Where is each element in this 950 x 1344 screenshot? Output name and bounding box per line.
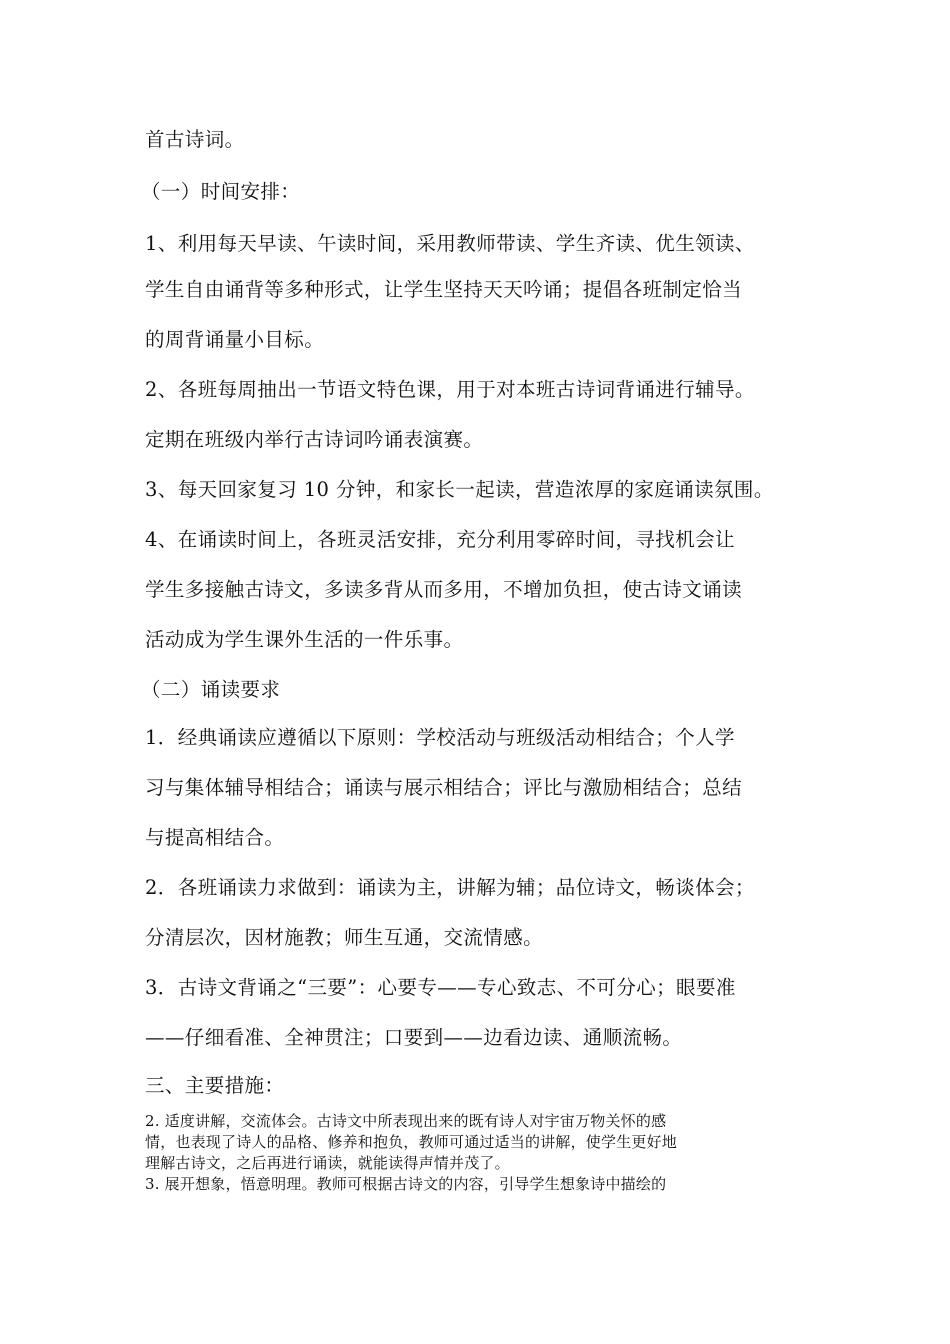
text-line: 4、在诵读时间上，各班灵活安排，充分利用零碎时间，寻找机会让	[145, 528, 735, 551]
text-line: 理解古诗文，之后再进行诵读，就能读得声情并茂了。	[145, 1154, 510, 1172]
small-paragraph	[145, 1111, 810, 1195]
text-line: 3．古诗文背诵之“三要”：心要专——专心致志、不可分心；眼要准	[145, 976, 736, 999]
section-heading: 三、主要措施：	[145, 1074, 285, 1097]
text-line: 的周背诵量小目标。	[145, 328, 325, 351]
text-line: 2．各班诵读力求做到：诵读为主，讲解为辅；品位诗文，畅谈体会；	[145, 876, 755, 899]
text-line: 学生多接触古诗文，多读多背从而多用，不增加负担，使古诗文诵读	[145, 578, 743, 601]
text-line: 习与集体辅导相结合；诵读与展示相结合；评比与激励相结合；总结	[145, 776, 743, 799]
text-line: 1．经典诵读应遵循以下原则：学校活动与班级活动相结合；个人学	[145, 726, 735, 749]
text-line: 1、利用每天早读、午读时间，采用教师带读、学生齐读、优生领读、	[145, 232, 755, 255]
text-line: ——仔细看准、全神贯注；口要到——边看边读、通顺流畅。	[145, 1026, 683, 1049]
text-line: 活动成为学生课外生活的一件乐事。	[145, 628, 464, 651]
text-line: 情，也表现了诗人的品格、修养和抱负，教师可通过适当的讲解，使学生更好地	[145, 1133, 678, 1151]
section-heading: （一）时间安排：	[141, 180, 301, 203]
text-line: 3、每天回家复习 10 分钟，和家长一起读，营造浓厚的家庭诵读氛围。	[145, 478, 774, 501]
text-line: 学生自由诵背等多种形式，让学生坚持天天吟诵；提倡各班制定恰当	[145, 278, 743, 301]
text-line: 2、各班每周抽出一节语文特色课，用于对本班古诗词背诵进行辅导。	[145, 378, 755, 401]
text-line: 3. 展开想象，悟意明理。教师可根据古诗文的内容，引导学生想象诗中描绘的	[145, 1175, 667, 1193]
text-line: 2. 适度讲解，交流体会。古诗文中所表现出来的既有诗人对宇宙万物关怀的感	[145, 1112, 667, 1130]
text-line: 与提高相结合。	[145, 826, 285, 849]
text-line: 首古诗词。	[145, 128, 245, 151]
section-heading: （二）诵读要求	[141, 678, 281, 701]
text-line: 定期在班级内举行古诗词吟诵表演赛。	[145, 428, 484, 451]
text-line: 分清层次，因材施教；师生互通，交流情感。	[145, 926, 544, 949]
